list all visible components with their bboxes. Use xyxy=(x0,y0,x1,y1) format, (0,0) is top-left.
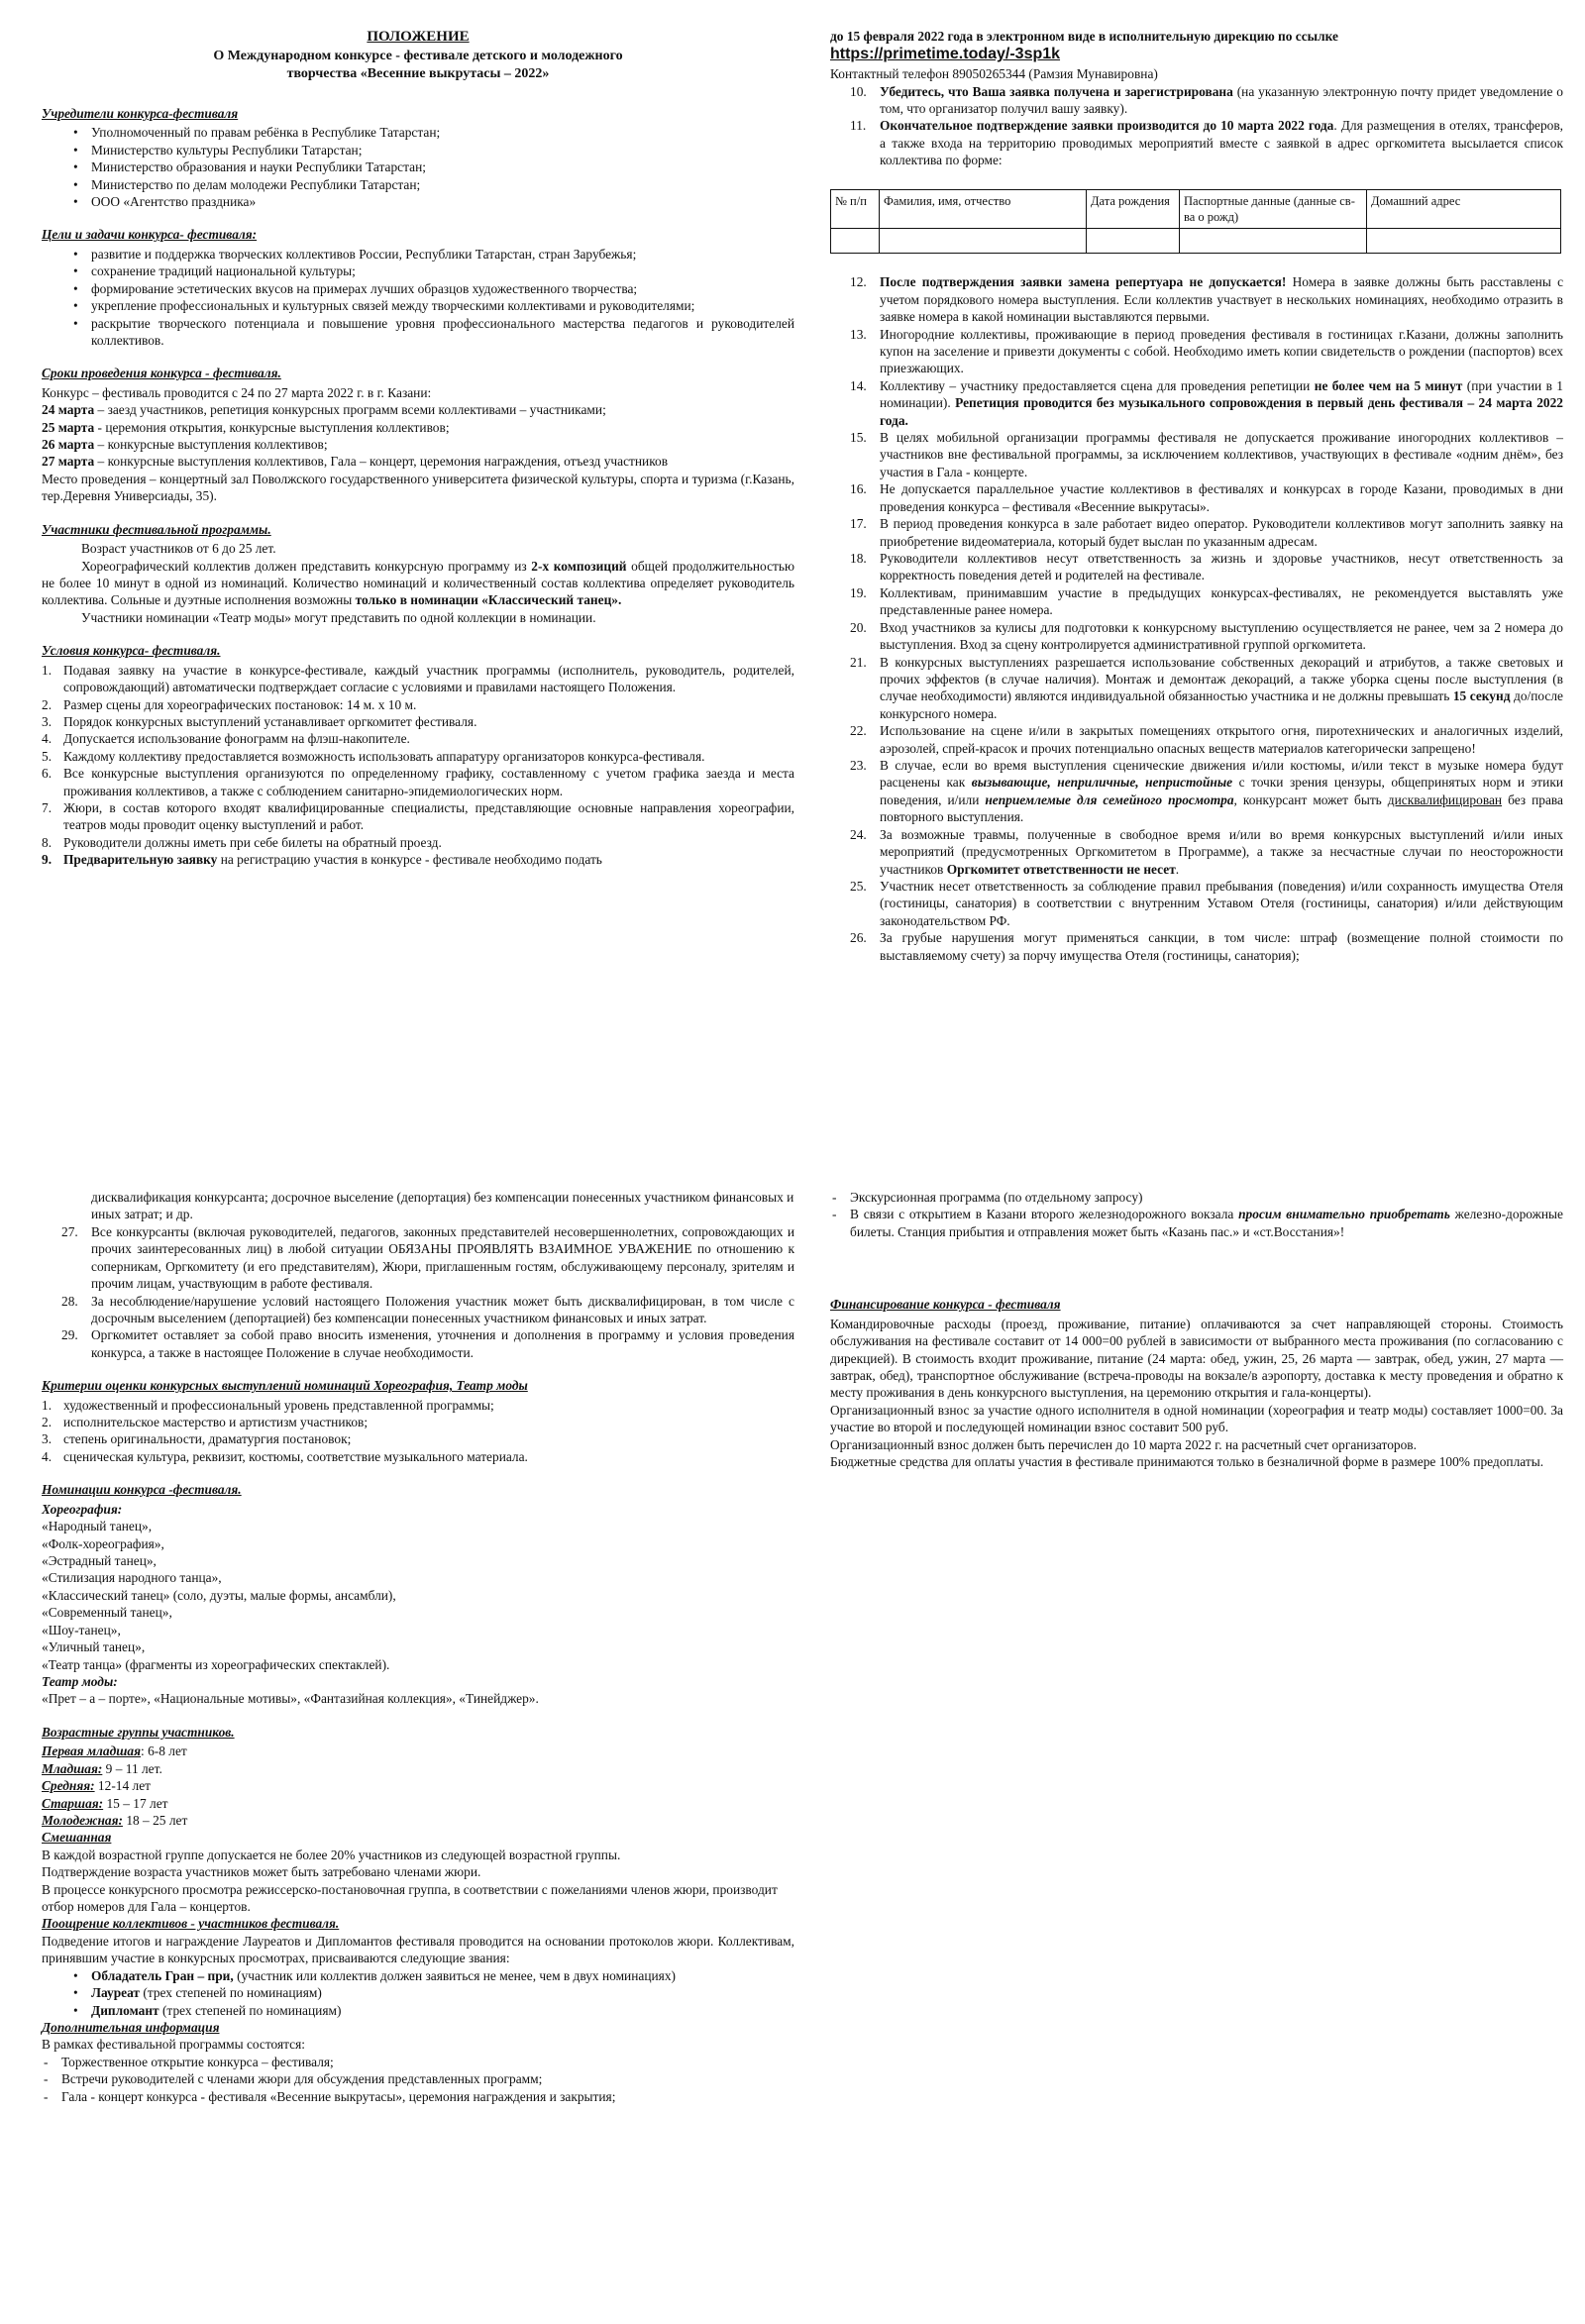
criteria-heading: Критерии оценки конкурсных выступлений номинаций Хореография, Театр моды xyxy=(42,1378,528,1394)
goals-list xyxy=(42,246,794,350)
document-title: ПОЛОЖЕНИЕ xyxy=(367,29,470,45)
participants-fashion: Участники номинации «Театр моды» могут представить по одной коллекции в номинации. xyxy=(81,609,596,625)
list-item: 7. Жюри, в состав которого входят квалифицированные специалисты, представляющие основные направления хореографии, театров моды проводит оценку выступлений и работ. xyxy=(42,800,794,833)
contact-phone: Контактный телефон 89050265344 (Рамзия Мунавировна) xyxy=(830,66,1158,82)
participants-program: Хореографический коллектив должен представить конкурсную программу из 2-х композиций общей продолжительностью не более 10 минут в одной из номинаций. Количество номинаций и количественный состав коллектива определяет руководитель коллектива. Сольные и дуэтные исполнения возможны только в номинации «Классический танец». xyxy=(42,558,794,608)
list-item: 14. Коллективу – участнику предоставляется сцена для проведения репетиции не более чем на 5 минут (при участии в 1 номинации). Репетиция проводится без музыкального сопровождения в первый день фестиваля – 24 марта 2022 года. xyxy=(850,377,1563,428)
fashion-label: Театр моды: xyxy=(42,1673,118,1689)
list-item: • Министерство образования и науки Республики Татарстан; xyxy=(91,158,794,175)
age-row: Старшая: 15 – 17 лет xyxy=(42,1795,168,1811)
participants-heading: Участники фестивальной программы. xyxy=(42,521,271,537)
list-item: 21. В конкурсных выступлениях разрешается использование собственных декораций и атрибутов, а также световых и прочих эффектов (в случае наличия). Монтаж и демонтаж декораций, а также уборка сцены после выступления (в случае необходимости) являются индивидуальной обязанностью участника и не должны превышать 15 секунд до/после конкурсного номера. xyxy=(850,654,1563,721)
list-item: 11. Окончательное подтверждение заявки производится до 10 марта 2022 года. Для размещения в отелях, трансферов, а также входа на территорию проводимых мероприятий вместе с заявкой в адрес оргкомитета высылается список коллектива по форме: xyxy=(850,118,1564,168)
list-item: «Фолк-хореография», xyxy=(42,1535,164,1551)
nominations-heading: Номинации конкурса -фестиваля. xyxy=(42,1482,242,1498)
list-item: 22. Использование на сцене и/или в закрытых помещениях открытого огня, пиротехнических и аналогичных изделий, аэрозолей, спрей-красок и прочих потенциально опасных веществ материалов категорически запрещено! xyxy=(850,723,1563,756)
table-header-cell: № п/п xyxy=(831,189,880,229)
extra-info-heading: Дополнительная информация xyxy=(42,2019,220,2035)
deadline-text: до 15 февраля 2022 года в электронном виде в исполнительную дирекцию по ссылке xyxy=(830,29,1338,44)
list-item: «Народный танец», xyxy=(42,1519,153,1534)
list-item: 17. В период проведения конкурса в зале работает видео оператор. Руководители коллективов могут заполнить заявку на приобретение видеоматериала, который будет выслан по указанным адресам. xyxy=(850,516,1563,549)
document-subtitle-line1: О Международном конкурсе - фестивале детского и молодежного xyxy=(213,48,623,63)
list-item: • формирование эстетических вкусов на примерах лучших образцов художественного творчества; xyxy=(91,280,794,297)
list-item: • Министерство по делам молодежи Республики Татарстан; xyxy=(91,176,794,193)
table-row xyxy=(831,229,1561,254)
list-item: • Обладатель Гран – при, (участник или коллектив должен заявиться не менее, чем в двух номинациях) xyxy=(91,1967,794,1984)
page-bottom-left xyxy=(42,1189,794,2105)
list-item: 15. В целях мобильной организации программы фестиваля не допускается проживание иногородних коллективов – участников вне фестивальной программы, за исключением коллективов, участвующих в фестивале «одним днём», без участия в Гала - концерте. xyxy=(850,430,1563,479)
list-item: • Лауреат (трех степеней по номинациям) xyxy=(91,1984,794,2001)
list-item: 8. Руководители должны иметь при себе билеты на обратный проезд. xyxy=(42,834,442,850)
awards-list xyxy=(42,1967,794,2019)
mixed-label: Смешанная xyxy=(42,1830,112,1846)
document-subtitle-line2: творчества «Весенние выкрутасы – 2022» xyxy=(286,65,550,81)
list-item: • Дипломант (трех степеней по номинациям) xyxy=(91,2002,794,2019)
table-header-cell: Домашний адрес xyxy=(1367,189,1561,229)
dates-intro: Конкурс – фестиваль проводится с 24 по 27 марта 2022 г. в г. Казани: xyxy=(42,384,432,400)
list-item: 25. Участник несет ответственность за соблюдение правил пребывания (поведения) и/или сохранность имущества Отеля (гостиницы, санатория) в соответствии с внутренним Уставом Отеля (гостиницы, санатория) и/или действующим законодательством РФ. xyxy=(850,879,1563,928)
age-row: Первая младшая: 6-8 лет xyxy=(42,1743,187,1759)
registration-list xyxy=(830,83,1563,169)
list-item: - Торжественное открытие конкурса – фестиваля; xyxy=(61,2054,794,2070)
list-item: - Экскурсионная программа (по отдельному запросу) xyxy=(850,1189,1563,1206)
list-item: • укрепление профессиональных и культурных связей между творческими коллективами и руководителями; xyxy=(91,297,794,314)
list-item: 27. Все конкурсанты (включая руководителей, педагогов, законных представителей несовершеннолетних, сопровождающих и прочих заинтересованных лиц) в любой ситуации ОБЯЗАНЫ ПРОЯВЛЯТЬ ВЗАИМНОЕ УВАЖЕНИЕ по отношению к соперникам, Оргкомитету (и его представителям), Жюри, приглашенным гостям, обслуживающему персоналу, зрителям и прочим лицам, участвующим в работе фестиваля. xyxy=(61,1223,794,1292)
criteria-list xyxy=(42,1397,794,1466)
list-item: 6. Все конкурсные выступления организуются по определенному графику, составленному с учетом графика заезда и места проживания коллективов, а также с соблюдением санитарно-эпидемиологических норм. xyxy=(42,766,794,798)
date-row: 25 марта - церемония открытия, конкурсные выступления коллективов; xyxy=(42,419,450,435)
extra-info-list-continued xyxy=(830,1189,1563,1240)
age-row: Молодежная: 18 – 25 лет xyxy=(42,1812,188,1828)
goals-heading: Цели и задачи конкурса- фестиваля: xyxy=(42,227,258,243)
page-bottom-right xyxy=(830,1189,1563,1470)
list-item: 3. Порядок конкурсных выступлений устанавливает оргкомитет фестиваля. xyxy=(42,713,477,729)
list-item: «Классический танец» (соло, дуэты, малые формы, ансамбли), xyxy=(42,1587,396,1603)
list-item: 9. Предварительную заявку на регистрацию участия в конкурсе - фестивале необходимо подать xyxy=(42,852,602,868)
age-row: Средняя: 12-14 лет xyxy=(42,1778,151,1794)
list-item: 23. В случае, если во время выступления сценические движения и/или костюмы, и/или текст в музыке номера будут расценены как вызывающие, неприличные, непристойные с точки зрения цензуры, общепринятых норм и этики поведения, и/или неприемлемые для семейного просмотра, конкурсант может быть дисквалифицирован без права повторного выступления. xyxy=(850,758,1564,825)
list-item: • Уполномоченный по правам ребёнка в Республике Татарстан; xyxy=(91,124,794,141)
list-item: 24. За возможные травмы, полученные в свободное время и/или во время конкурсных выступлений и/или иных мероприятий (предусмотренных Оргкомитетом в Программе), а также за несчастные случаи по неосторожности участников Оргкомитет ответственности не несет. xyxy=(850,826,1563,877)
list-item: - В связи с открытием в Казани второго железнодорожного вокзала просим внимательно приобретать железно-дорожные билеты. Станция прибытия и отправления может быть «Казань пас.» и «ст.Восстания»! xyxy=(850,1206,1563,1240)
fashion-nominations: «Прет – а – порте», «Национальные мотивы», «Фантазийная коллекция», «Тинейджер». xyxy=(42,1691,539,1707)
list-item: 10. Убедитесь, что Ваша заявка получена и зарегистрирована (на указанную электронную почту придет уведомление о том, что организатор получил вашу заявку). xyxy=(850,83,1563,117)
finance-text: Организационный взнос должен быть перечислен до 10 марта 2022 г. на расчетный счет организаторов. xyxy=(830,1436,1417,1452)
list-item: • раскрытие творческого потенциала и повышение уровня профессионального мастерства педагогов и руководителей коллективов. xyxy=(91,315,794,350)
list-item: «Уличный танец», xyxy=(42,1639,146,1655)
conditions-heading: Условия конкурса- фестиваля. xyxy=(42,643,221,659)
table-header-cell: Фамилия, имя, отчество xyxy=(880,189,1087,229)
list-item: 2. Размер сцены для хореографических постановок: 14 м. х 10 м. xyxy=(42,696,417,712)
list-item: 1. Подавая заявку на участие в конкурсе-фестивале, каждый участник программы (исполнитель, руководитель, родителей, сопровождающий) автоматически подтверждает согласие с условиями и правилами настоящего Положения. xyxy=(42,662,794,695)
dates-heading: Сроки проведения конкурса - фестиваля. xyxy=(42,366,281,381)
list-item: 18. Руководители коллективов несут ответственность за жизнь и здоровье участников, несут ответственность за корректность поведения детей и родителей на фестивале. xyxy=(850,551,1563,583)
page-top-right xyxy=(830,28,1563,964)
extra-info-list xyxy=(42,2054,794,2105)
list-item: «Театр танца» (фрагменты из хореографических спектаклей). xyxy=(42,1656,390,1672)
participants-age: Возраст участников от 6 до 25 лет. xyxy=(81,541,276,557)
list-item: 1. художественный и профессиональный уровень представленной программы; xyxy=(42,1397,494,1413)
list-item: • Министерство культуры Республики Татарстан; xyxy=(91,142,794,158)
date-row: 24 марта – заезд участников, репетиция конкурсных программ всеми коллективами – участниками; xyxy=(42,402,606,418)
list-item: 2. исполнительское мастерство и артистизм участников; xyxy=(42,1415,369,1430)
finance-text: Бюджетные средства для оплаты участия в фестивале принимаются только в безналичной форме в размере 100% предоплаты. xyxy=(830,1454,1544,1470)
list-item: 4. Допускается использование фонограмм на флэш-накопителе. xyxy=(42,731,410,747)
list-item: - Встречи руководителей с членами жюри для обсуждения представленных программ; xyxy=(61,2070,794,2087)
rules-list-continued xyxy=(42,1223,794,1361)
mixed-line: В процессе конкурсного просмотра режиссерско-постановочная группа, в соответствии с пожеланиями членов жюри, производит отбор номеров для Гала – концертов. xyxy=(42,1881,778,1915)
awards-text: Подведение итогов и награждение Лауреатов и Дипломантов фестиваля проводится на основании протоколов жюри. Коллективам, принявшим участие в конкурсных просмотрах, присваиваются следующие звания: xyxy=(42,1933,794,1966)
mixed-line: Подтверждение возраста участников может быть затребовано членами жюри. xyxy=(42,1864,481,1880)
finance-text: Организационный взнос за участие одного исполнителя в одной номинации (хореография и театр моды) составляет 1000=00. За участие во второй и последующей номинации взнос составит 500 руб. xyxy=(830,1402,1563,1435)
list-item: - Гала - концерт конкурса - фестиваля «Весенние выкрутасы», церемония награждения и закрытия; xyxy=(61,2088,794,2105)
founders-list xyxy=(42,124,794,210)
list-item: 28. За несоблюдение/нарушение условий настоящего Положения участник может быть дисквалифицирован, в том числе с досрочным выселением (депортацией) без компенсации понесенных участником финансовых и иных затрат. xyxy=(61,1293,794,1325)
table-header-cell: Паспортные данные (данные св-ва о рожд) xyxy=(1180,189,1367,229)
founders-heading: Учредители конкурса-фестиваля xyxy=(42,105,239,121)
table-header-row xyxy=(831,189,1561,229)
list-item: «Шоу-танец», xyxy=(42,1622,121,1637)
table-header-cell: Дата рождения xyxy=(1087,189,1180,229)
extra-info-intro: В рамках фестивальной программы состоятся: xyxy=(42,2037,305,2053)
awards-heading: Поощрение коллективов - участников фестиваля. xyxy=(42,1916,340,1932)
list-item: 4. сценическая культура, реквизит, костюмы, соответствие музыкального материала. xyxy=(42,1448,528,1464)
page-top-left xyxy=(42,28,794,869)
rules-list xyxy=(830,273,1563,964)
list-item: «Стилизация народного танца», xyxy=(42,1570,222,1586)
list-item: 5. Каждому коллективу предоставляется возможность использовать аппаратуру организаторов конкурса-фестиваля. xyxy=(42,748,705,764)
list-item: 19. Коллективам, принимавшим участие в предыдущих конкурсах-фестивалях, не рекомендуется выставлять уже представленные ранее номера. xyxy=(850,584,1563,618)
choreography-label: Хореография: xyxy=(42,1501,123,1517)
list-item: 29. Оргкомитет оставляет за собой право вносить изменения, уточнения и дополнения в программу и условия проведения конкурса, а также в настоящее Положение в случае необходимости. xyxy=(61,1327,794,1360)
finance-heading: Финансирование конкурса - фестиваля xyxy=(830,1297,1061,1313)
age-row: Младшая: 9 – 11 лет. xyxy=(42,1760,162,1776)
date-row: 26 марта – конкурсные выступления коллективов; xyxy=(42,437,328,453)
list-item: 26. За грубые нарушения могут применяться санкции, в том числе: штраф (возмещение полной стоимости по выставляемому счету) за порчу имущества Отеля (гостиницы, санатория); xyxy=(850,930,1563,963)
date-row: 27 марта – конкурсные выступления коллективов, Гала – концерт, церемония награждения, отъезд участников xyxy=(42,454,669,470)
list-item: «Современный танец», xyxy=(42,1605,172,1621)
list-item: 20. Вход участников за кулисы для подготовки к конкурсному выступлению осуществляется не ранее, чем за 2 номера до выступления. Вход за сцену контролируется административной группой оргкомитета. xyxy=(850,619,1563,653)
venue-text: Место проведения – концертный зал Поволжского государственного университета физической культуры, спорта и туризма (г.Казань, тер.Деревня Универсиады, 35). xyxy=(42,471,794,504)
list-item: «Эстрадный танец», xyxy=(42,1553,157,1569)
age-groups-heading: Возрастные группы участников. xyxy=(42,1724,235,1740)
list-item: 12. После подтверждения заявки замена репертуара не допускается! Номера в заявке должны быть расставлены с учетом порядкового номера выступления. Если коллектив участвует в нескольких номинациях, необходимо отразить в заявке номера в какой номинации выставляются первыми. xyxy=(850,274,1564,325)
list-item: • развитие и поддержка творческих коллективов России, Республики Татарстан, стран Зарубежья; xyxy=(91,246,794,263)
conditions-list xyxy=(42,662,794,869)
list-item: • ООО «Агентство праздника» xyxy=(91,193,794,210)
continued-text: дисквалификация конкурсанта; досрочное выселение (депортация) без компенсации понесенных участником финансовых и иных затрат; и др. xyxy=(91,1190,794,1222)
list-item: • сохранение традиций национальной культуры; xyxy=(91,263,794,279)
participant-form-table xyxy=(830,189,1561,255)
mixed-line: В каждой возрастной группе допускается не более 20% участников из следующей возрастной группы. xyxy=(42,1847,621,1862)
list-item: 13. Иногородние коллективы, проживающие в период проведения фестиваля в гостиницах г.Казани, должны заполнить купон на заселение и привезти документы с собой. Необходимо иметь копии свидетельств о рождении (паспортов) всех приезжающих. xyxy=(850,326,1563,376)
finance-text: Командировочные расходы (проезд, проживание, питание) оплачиваются за счет направляющей стороны. Стоимость обслуживания на фестивале составит от 14 000=00 рублей в зависимости от выбранного места проживания (по согласованию с дирекцией). В стоимость входит проживание, питание (24 марта: обед, ужин, 25, 26 марта — завтрак, обед, ужин, 27 марта — завтрак, обед), транспортное обслуживание (встреча-проводы на вокзале/в аэропорту, доставка к месту проведения и обратно к месту проживания в день конкурсного выступления, на церемонию открытия и гала-концерты). xyxy=(830,1316,1563,1401)
list-item: 3. степень оригинальности, драматургия постановок; xyxy=(42,1431,352,1447)
registration-link[interactable]: https://primetime.today/-3sp1k xyxy=(830,46,1061,63)
list-item: 16. Не допускается параллельное участие коллективов в фестивалях и конкурсах в городе Казани, проводимых в дни проведения конкурса – фестиваля «Весенние выкрутасы». xyxy=(850,481,1563,514)
